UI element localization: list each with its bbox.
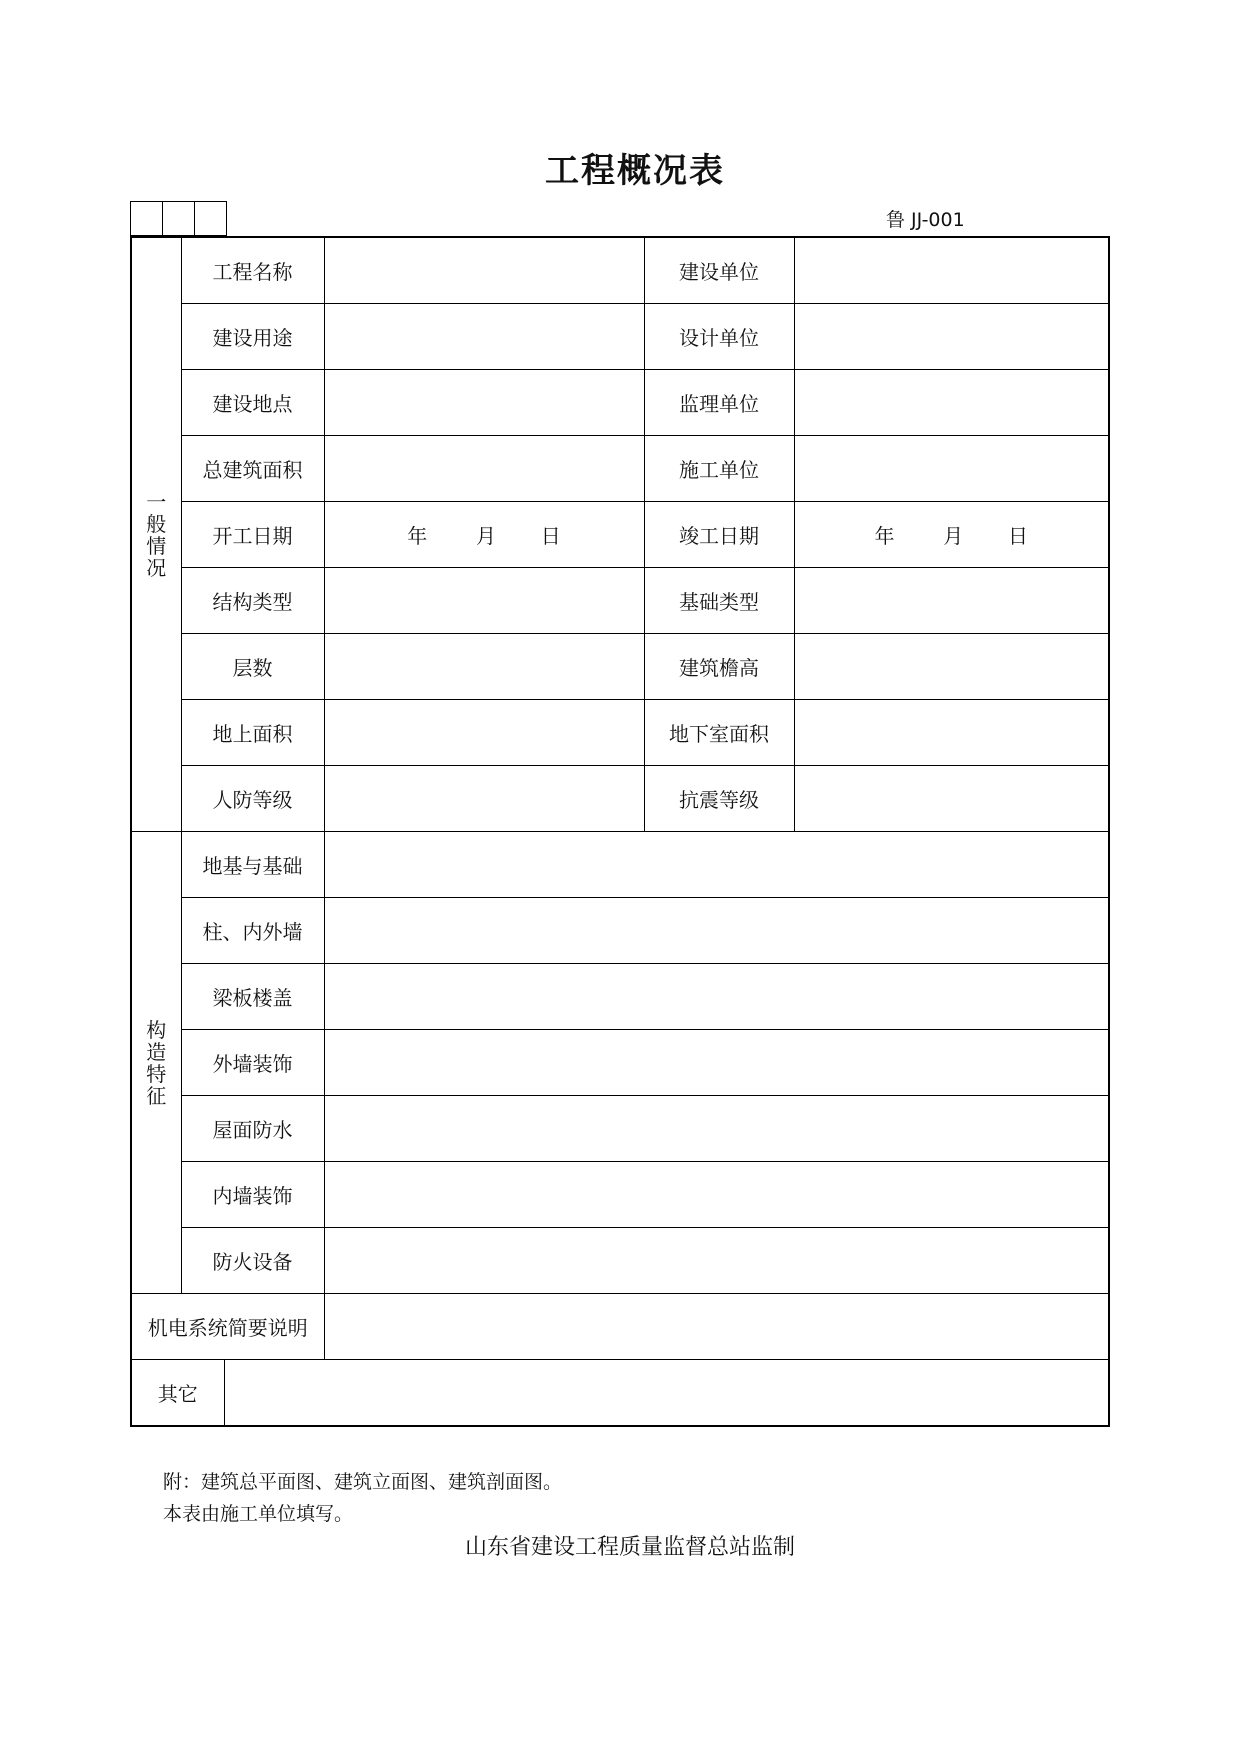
civil-defense-level-field[interactable] [324, 766, 644, 832]
day-label: 日 [540, 524, 561, 548]
row-label: 外墙装饰 [181, 1030, 324, 1096]
month-label: 月 [943, 524, 964, 548]
start-date-field[interactable] [324, 502, 644, 568]
table-row [131, 964, 1109, 1030]
project-name-field[interactable] [324, 237, 644, 304]
seismic-level-field[interactable] [794, 766, 1109, 832]
table-row [131, 832, 1109, 898]
construction-unit-field[interactable] [794, 436, 1109, 502]
row-label: 地基与基础 [181, 832, 324, 898]
mep-label: 机电系统简要说明 [131, 1294, 324, 1360]
row-label: 人防等级 [181, 766, 324, 832]
serial-box[interactable] [131, 202, 163, 236]
row-label: 设计单位 [644, 304, 794, 370]
section-structure-label: 构造特征 [131, 832, 181, 1294]
row-label: 层数 [181, 634, 324, 700]
basement-area-field[interactable] [794, 700, 1109, 766]
row-label: 防火设备 [181, 1228, 324, 1294]
row-label: 竣工日期 [644, 502, 794, 568]
form-code: 鲁 JJ-001 [886, 209, 965, 231]
other-label: 其它 [131, 1360, 224, 1427]
row-label: 内墙装饰 [181, 1162, 324, 1228]
serial-box[interactable] [163, 202, 195, 236]
row-label: 地下室面积 [644, 700, 794, 766]
beam-slab-field[interactable] [324, 964, 1109, 1030]
structure-type-field[interactable] [324, 568, 644, 634]
floor-count-field[interactable] [324, 634, 644, 700]
issuer-footer: 山东省建设工程质量监督总站监制 [464, 1535, 795, 1560]
table-row [131, 436, 1109, 502]
table-row [131, 1360, 1109, 1427]
row-label: 建设地点 [181, 370, 324, 436]
fire-equipment-field[interactable] [324, 1228, 1109, 1294]
month-label: 月 [476, 524, 496, 548]
table-row [131, 568, 1109, 634]
row-label: 屋面防水 [181, 1096, 324, 1162]
columns-walls-field[interactable] [324, 898, 1109, 964]
table-row [131, 370, 1109, 436]
table-row [131, 502, 1109, 568]
year-label: 年 [874, 524, 895, 548]
row-label: 柱、内外墙 [181, 898, 324, 964]
row-label: 总建筑面积 [181, 436, 324, 502]
fill-instruction: 本表由施工单位填写。 [163, 1503, 354, 1525]
table-row [131, 898, 1109, 964]
owner-unit-field[interactable] [794, 237, 1109, 304]
table-row [131, 634, 1109, 700]
section-general-label: 一般情况 [131, 237, 181, 832]
serial-box[interactable] [195, 202, 227, 236]
row-label: 建设用途 [181, 304, 324, 370]
supervision-unit-field[interactable] [794, 370, 1109, 436]
total-floor-area-field[interactable] [324, 436, 644, 502]
table-row [131, 1030, 1109, 1096]
table-row [131, 766, 1109, 832]
row-label: 抗震等级 [644, 766, 794, 832]
serial-number-boxes [130, 201, 227, 236]
table-row [131, 1294, 1109, 1360]
table-row [131, 700, 1109, 766]
table-row [131, 1162, 1109, 1228]
form-title: 工程概况表 [545, 151, 725, 191]
design-unit-field[interactable] [794, 304, 1109, 370]
table-row [131, 304, 1109, 370]
eave-height-field[interactable] [794, 634, 1109, 700]
row-label: 工程名称 [181, 237, 324, 304]
building-purpose-field[interactable] [324, 304, 644, 370]
table-row [131, 1228, 1109, 1294]
row-label: 结构类型 [181, 568, 324, 634]
exterior-finish-field[interactable] [324, 1030, 1109, 1096]
day-label: 日 [1007, 524, 1028, 548]
project-overview-table [130, 236, 1110, 1427]
row-label: 建设单位 [644, 237, 794, 304]
row-label: 基础类型 [644, 568, 794, 634]
mep-description-field[interactable] [324, 1294, 1109, 1360]
interior-finish-field[interactable] [324, 1162, 1109, 1228]
year-label: 年 [407, 524, 428, 548]
foundation-type-field[interactable] [794, 568, 1109, 634]
row-label: 梁板楼盖 [181, 964, 324, 1030]
row-label: 地上面积 [181, 700, 324, 766]
row-label: 建筑檐高 [644, 634, 794, 700]
site-location-field[interactable] [324, 370, 644, 436]
attachment-note: 附：建筑总平面图、建筑立面图、建筑剖面图。 [163, 1471, 563, 1493]
above-ground-area-field[interactable] [324, 700, 644, 766]
row-label: 施工单位 [644, 436, 794, 502]
table-row [131, 237, 1109, 304]
row-label: 监理单位 [644, 370, 794, 436]
other-field[interactable] [224, 1360, 1109, 1427]
foundation-field[interactable] [324, 832, 1109, 898]
completion-date-field[interactable] [794, 502, 1109, 568]
row-label: 开工日期 [181, 502, 324, 568]
table-row [131, 1096, 1109, 1162]
roof-waterproofing-field[interactable] [324, 1096, 1109, 1162]
notes [163, 1466, 562, 1530]
